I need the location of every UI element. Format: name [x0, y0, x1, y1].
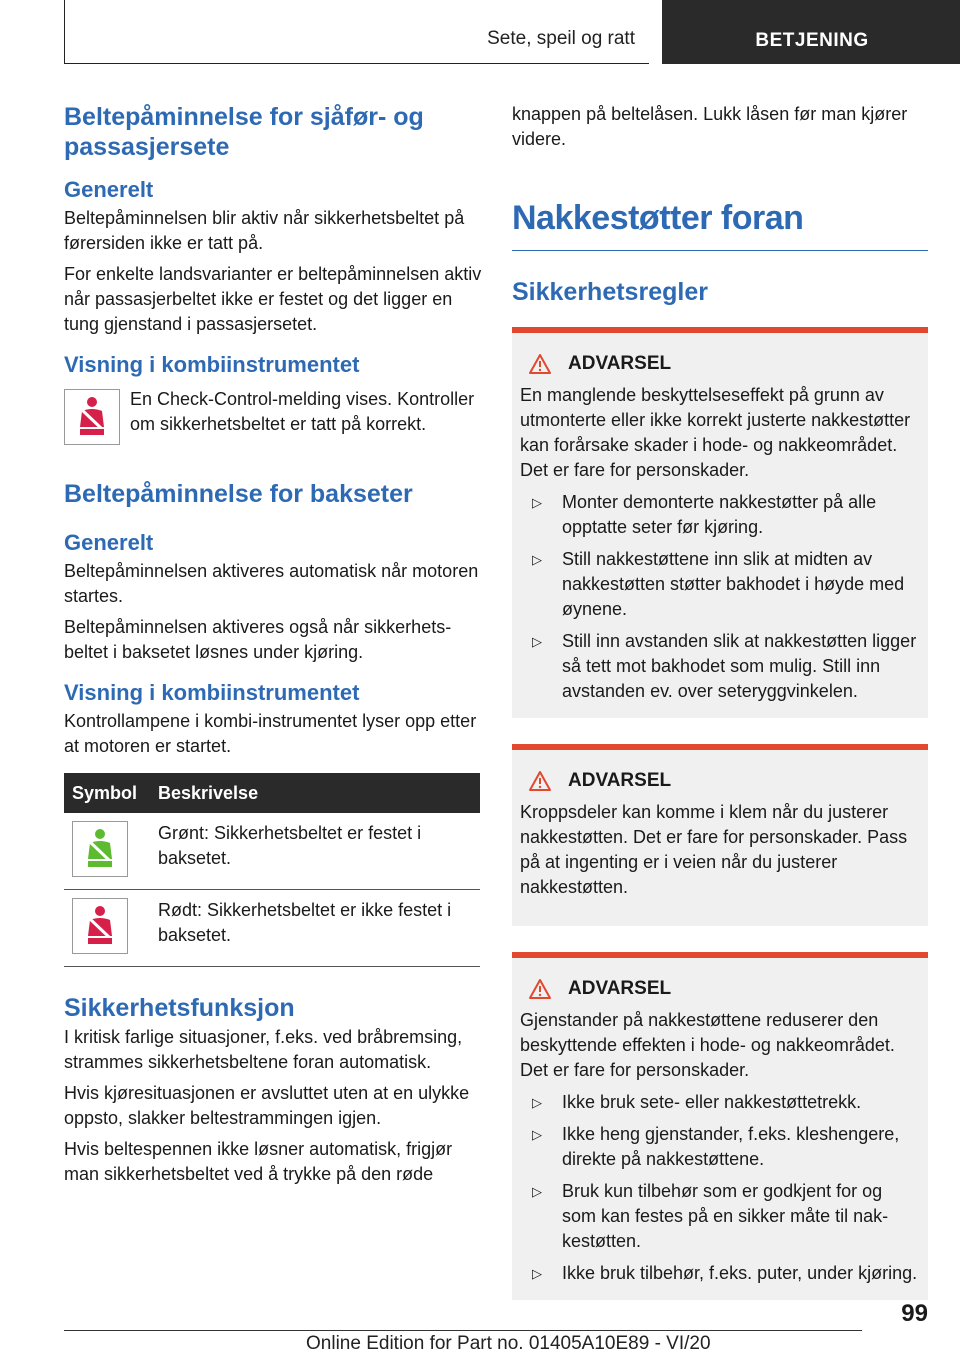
- table-cell-description: Rødt: Sikkerhetsbeltet er ikke festet i baksetet.: [150, 890, 480, 967]
- warning-text: Gjenstander på nakkestøttene reduserer den beskyttende effekten i hode- og nakkeområdet. Det er fare for personskader.: [520, 1010, 895, 1080]
- check-control-text: En Check-Control-melding vises. Kontroller om sikkerhetsbeltet er tatt på korrekt.: [130, 389, 475, 434]
- paragraph: Kontrollampene i kombi-instrumentet lyser opp etter at motoren er startet.: [64, 711, 477, 756]
- paragraph: Beltepåminnelsen aktiveres også når sikkerhetsbeltet i baksetet løsnes under kjøring.: [64, 617, 452, 662]
- paragraph-continued: knappen på beltelåsen. Lukk låsen før man kjører videre.: [512, 104, 908, 149]
- header-section-box: [662, 0, 960, 64]
- seatbelt-green-icon: [72, 821, 128, 877]
- table-row: [64, 813, 480, 890]
- page-number: 99: [901, 1300, 928, 1327]
- warning-label: ADVARSEL: [568, 978, 672, 999]
- bullet-triangle-icon: ▷: [532, 495, 542, 510]
- subheading-safety-rules: Sikkerhetsregler: [512, 278, 708, 306]
- warning-label: ADVARSEL: [568, 353, 672, 374]
- warning-text: Kroppsdeler kan komme i klem når du justerer nakkestøtten. Det er fare for personskader. Pass på at ingenting er i veien når du justerer nakkestøtten.: [520, 802, 908, 897]
- list-item: ▷ Ikke bruk sete- eller nakkestøttetrekk.: [520, 1090, 920, 1115]
- subheading-general-2: Generelt: [64, 530, 154, 555]
- paragraph: Hvis kjøresituasjonen er avsluttet uten at en ulykke oppsto, slakker beltestrammingen igjen.: [64, 1083, 470, 1128]
- list-item: ▷ Still inn avstanden slik at nakkestøtten ligger så tett mot bakhodet som mulig. Still inn avstanden ev. over seteryggvinkelen.: [520, 629, 920, 704]
- footer-edition: Online Edition for Part no. 01405A10E89 - VI/20: [306, 1333, 711, 1354]
- symbol-table: [64, 773, 480, 967]
- header-chapter-box: [64, 0, 649, 64]
- bullet-triangle-icon: ▷: [532, 1127, 542, 1142]
- paragraph: For enkelte landsvarianter er beltepåminnelsen aktiv når passasjerbeltet ikke er festet og det ligger en tung gjenstand i passasjersetet.: [64, 264, 482, 334]
- chapter-title-head-restraints: Nakkestøtter foran: [512, 198, 928, 251]
- bullet-triangle-icon: ▷: [532, 1095, 542, 1110]
- paragraph: Beltepåminnelsen aktiveres automatisk når motoren startes.: [64, 561, 479, 606]
- header-chapter: Sete, speil og ratt: [487, 28, 635, 49]
- subheading-general-1: Generelt: [64, 177, 154, 202]
- list-item: ▷ Ikke heng gjenstander, f.eks. kleshengere, direkte på nakkestøttene.: [520, 1122, 920, 1172]
- subheading-display-2: Visning i kombiinstrumentet: [64, 680, 360, 705]
- warning-text: En manglende beskyttelseseffekt på grunn av utmonterte eller ikke korrekt justerte nakkestøtter kan forårsake skader i hode- og nakkeområdet. Det er fare for personskader.: [520, 385, 911, 480]
- warning-triangle-icon: [528, 978, 552, 1000]
- bullet-triangle-icon: ▷: [532, 634, 542, 649]
- paragraph: Beltepåminnelsen blir aktiv når sikkerhetsbeltet på førersiden ikke er tatt på.: [64, 208, 465, 253]
- warning-triangle-icon: [528, 353, 552, 375]
- seatbelt-red-icon: [64, 389, 120, 445]
- table-header-row: [64, 773, 480, 813]
- check-control-row: [64, 387, 482, 445]
- paragraph: Hvis beltespennen ikke løsner automatisk, frigjør man sikkerhetsbeltet ved å trykke på den røde: [64, 1139, 453, 1184]
- bullet-triangle-icon: ▷: [532, 1266, 542, 1281]
- warning-box: [512, 327, 928, 718]
- warning-list: [520, 1090, 920, 1286]
- warning-box: [512, 952, 928, 1300]
- warning-label: ADVARSEL: [568, 770, 672, 791]
- footer-divider: [64, 1330, 862, 1331]
- table-cell-description: Grønt: Sikkerhetsbeltet er festet i baksetet.: [150, 813, 480, 890]
- table-header-description: Beskrivelse: [150, 773, 480, 813]
- seatbelt-red-icon: [72, 898, 128, 954]
- subheading-display-1: Visning i kombiinstrumentet: [64, 352, 360, 377]
- list-item: ▷ Ikke bruk tilbehør, f.eks. puter, under kjøring.: [520, 1261, 920, 1286]
- warning-box: [512, 744, 928, 926]
- list-item: ▷ Still nakkestøttene inn slik at midten av nakkestøtten støtter bakhodet i høyde med øynene.: [520, 547, 920, 622]
- warning-list: [520, 490, 920, 704]
- header-section: BETJENING: [755, 30, 869, 51]
- table-row: [64, 890, 480, 967]
- section-title-rear-seats: Beltepåminnelse for bakseter: [64, 480, 413, 508]
- section-title-safety-function: Sikkerhetsfunksjon: [64, 994, 295, 1022]
- right-column: [512, 102, 928, 1300]
- list-item: ▷ Bruk kun tilbehør som er godkjent for og som kan festes på en sikker måte til nakkestøtten.: [520, 1179, 920, 1254]
- bullet-triangle-icon: ▷: [532, 1184, 542, 1199]
- list-item: ▷ Monter demonterte nakkestøtter på alle opptatte seter før kjøring.: [520, 490, 920, 540]
- warning-triangle-icon: [528, 770, 552, 792]
- section-title-front-seats: Beltepåminnelse for sjåfør- og passasjersete: [64, 103, 424, 161]
- bullet-triangle-icon: ▷: [532, 552, 542, 567]
- left-column: [64, 102, 482, 1187]
- paragraph: I kritisk farlige situasjoner, f.eks. ved bråbremsing, strammes sikkerhetsbeltene foran automatisk.: [64, 1027, 463, 1072]
- table-header-symbol: Symbol: [64, 773, 150, 813]
